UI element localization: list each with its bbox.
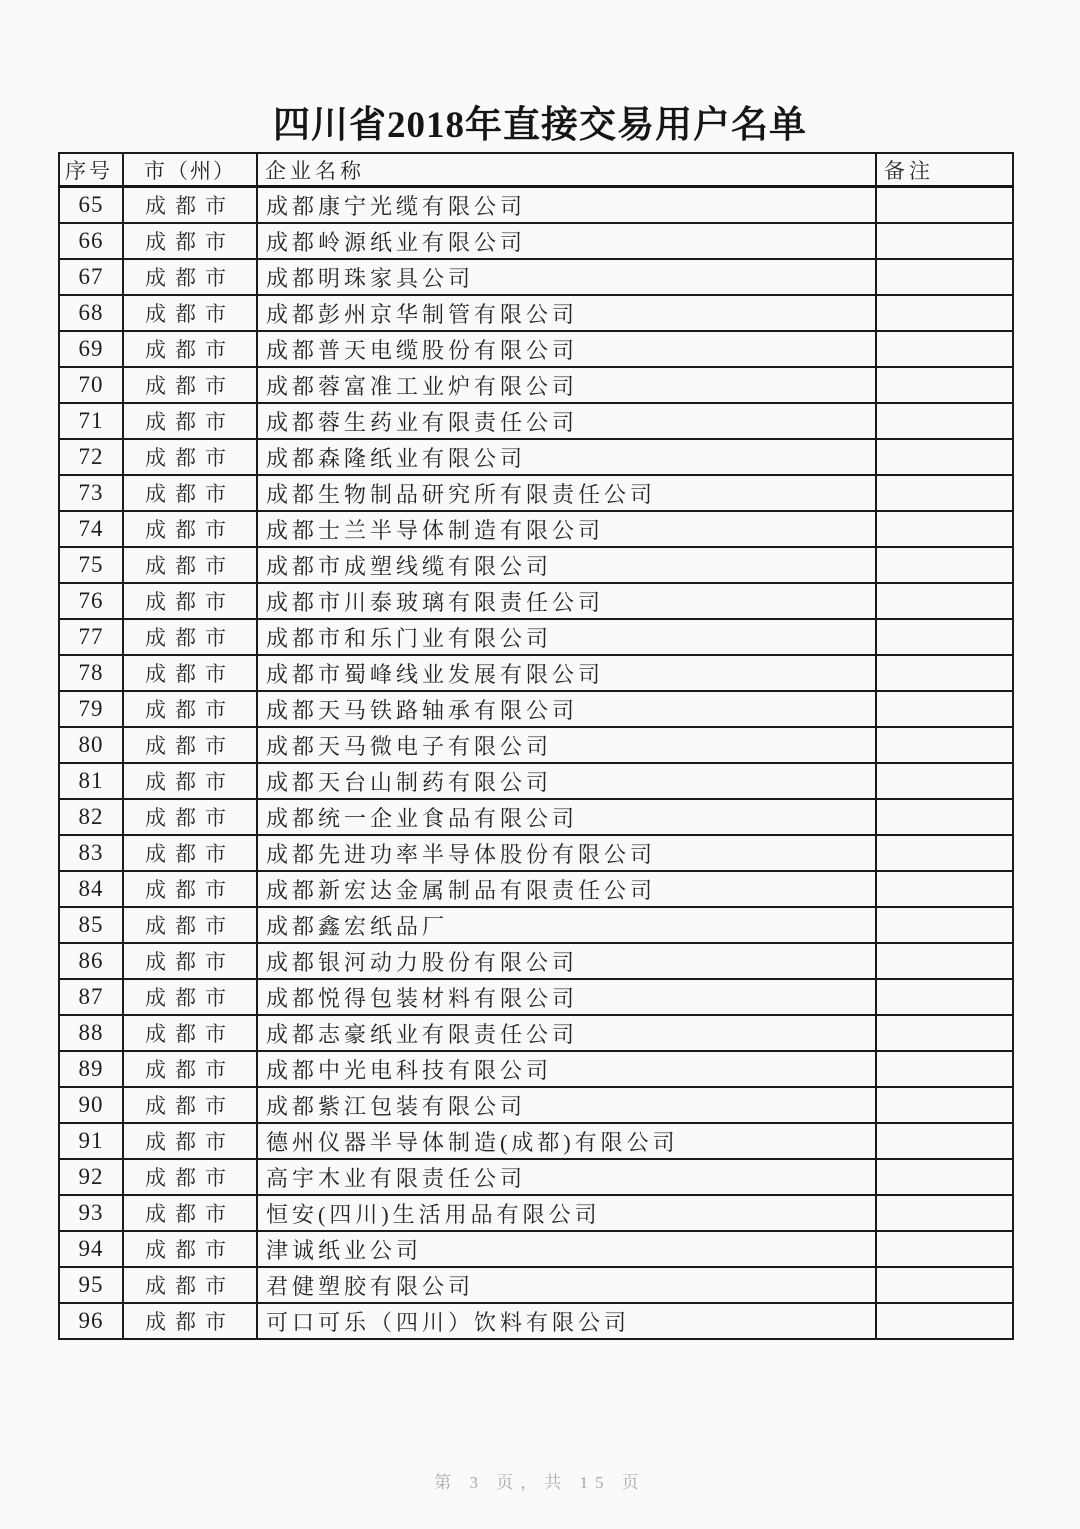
row-number-cell: 93	[59, 1195, 123, 1231]
remark-cell	[876, 367, 1013, 403]
company-name-cell: 成都市蜀峰线业发展有限公司	[257, 655, 876, 691]
city-cell: 成都市	[123, 511, 257, 547]
company-name-cell: 成都中光电科技有限公司	[257, 1051, 876, 1087]
table-row	[59, 619, 1013, 655]
row-number-cell: 83	[59, 835, 123, 871]
table-row	[59, 655, 1013, 691]
company-name-cell: 成都天马微电子有限公司	[257, 727, 876, 763]
remark-cell	[876, 943, 1013, 979]
remark-cell	[876, 835, 1013, 871]
table-row	[59, 547, 1013, 583]
row-number-cell: 89	[59, 1051, 123, 1087]
company-name-cell: 成都志豪纸业有限责任公司	[257, 1015, 876, 1051]
row-number-cell: 91	[59, 1123, 123, 1159]
table-row	[59, 763, 1013, 799]
company-name-cell: 成都普天电缆股份有限公司	[257, 331, 876, 367]
company-name-cell: 成都天台山制药有限公司	[257, 763, 876, 799]
table-row	[59, 691, 1013, 727]
row-number-cell: 79	[59, 691, 123, 727]
table-row	[59, 799, 1013, 835]
company-name-cell: 成都银河动力股份有限公司	[257, 943, 876, 979]
remark-cell	[876, 1015, 1013, 1051]
row-number-cell: 78	[59, 655, 123, 691]
remark-cell	[876, 1267, 1013, 1303]
table-row	[59, 1195, 1013, 1231]
table-row	[59, 979, 1013, 1015]
row-number-cell: 96	[59, 1303, 123, 1339]
company-name-cell: 成都市和乐门业有限公司	[257, 619, 876, 655]
table-row	[59, 1231, 1013, 1267]
company-name-cell: 德州仪器半导体制造(成都)有限公司	[257, 1123, 876, 1159]
row-number-cell: 88	[59, 1015, 123, 1051]
company-name-cell: 成都蓉富准工业炉有限公司	[257, 367, 876, 403]
row-number-cell: 85	[59, 907, 123, 943]
city-cell: 成都市	[123, 691, 257, 727]
row-number-cell: 90	[59, 1087, 123, 1123]
city-cell: 成都市	[123, 331, 257, 367]
city-cell: 成都市	[123, 1087, 257, 1123]
row-number-cell: 86	[59, 943, 123, 979]
remark-cell	[876, 511, 1013, 547]
remark-cell	[876, 187, 1013, 224]
remark-cell	[876, 1087, 1013, 1123]
company-name-cell: 成都蓉生药业有限责任公司	[257, 403, 876, 439]
row-number-cell: 68	[59, 295, 123, 331]
row-number-cell: 87	[59, 979, 123, 1015]
city-cell: 成都市	[123, 403, 257, 439]
table-row	[59, 835, 1013, 871]
remark-cell	[876, 439, 1013, 475]
city-cell: 成都市	[123, 1231, 257, 1267]
table-row	[59, 187, 1013, 224]
user-list-table	[58, 152, 1014, 1340]
city-cell: 成都市	[123, 763, 257, 799]
remark-cell	[876, 979, 1013, 1015]
remark-cell	[876, 727, 1013, 763]
remark-cell	[876, 619, 1013, 655]
table-row	[59, 907, 1013, 943]
remark-cell	[876, 1303, 1013, 1339]
column-header-remark: 备注	[876, 153, 1013, 187]
table-row	[59, 511, 1013, 547]
city-cell: 成都市	[123, 259, 257, 295]
table-row	[59, 223, 1013, 259]
company-name-cell: 可口可乐（四川）饮料有限公司	[257, 1303, 876, 1339]
company-name-cell: 成都新宏达金属制品有限责任公司	[257, 871, 876, 907]
row-number-cell: 76	[59, 583, 123, 619]
remark-cell	[876, 871, 1013, 907]
city-cell: 成都市	[123, 1267, 257, 1303]
company-name-cell: 成都明珠家具公司	[257, 259, 876, 295]
company-name-cell: 成都生物制品研究所有限责任公司	[257, 475, 876, 511]
row-number-cell: 94	[59, 1231, 123, 1267]
row-number-cell: 73	[59, 475, 123, 511]
page-title: 四川省2018年直接交易用户名单	[273, 105, 807, 146]
city-cell: 成都市	[123, 439, 257, 475]
table-row	[59, 439, 1013, 475]
table-row	[59, 1087, 1013, 1123]
remark-cell	[876, 475, 1013, 511]
table-row	[59, 871, 1013, 907]
city-cell: 成都市	[123, 547, 257, 583]
table-row	[59, 1123, 1013, 1159]
remark-cell	[876, 223, 1013, 259]
table-row	[59, 1051, 1013, 1087]
remark-cell	[876, 1123, 1013, 1159]
company-name-cell: 成都彭州京华制管有限公司	[257, 295, 876, 331]
city-cell: 成都市	[123, 1051, 257, 1087]
city-cell: 成都市	[123, 799, 257, 835]
city-cell: 成都市	[123, 907, 257, 943]
company-name-cell: 成都市成塑线缆有限公司	[257, 547, 876, 583]
row-number-cell: 65	[59, 187, 123, 224]
row-number-cell: 70	[59, 367, 123, 403]
city-cell: 成都市	[123, 835, 257, 871]
company-name-cell: 成都岭源纸业有限公司	[257, 223, 876, 259]
company-name-cell: 成都康宁光缆有限公司	[257, 187, 876, 224]
table-row	[59, 295, 1013, 331]
company-name-cell: 成都悦得包装材料有限公司	[257, 979, 876, 1015]
column-header-city: 市（州）	[123, 153, 257, 187]
company-name-cell: 成都统一企业食品有限公司	[257, 799, 876, 835]
remark-cell	[876, 1051, 1013, 1087]
row-number-cell: 69	[59, 331, 123, 367]
remark-cell	[876, 1231, 1013, 1267]
city-cell: 成都市	[123, 1015, 257, 1051]
table-row	[59, 331, 1013, 367]
company-name-cell: 成都天马铁路轴承有限公司	[257, 691, 876, 727]
company-name-cell: 成都森隆纸业有限公司	[257, 439, 876, 475]
row-number-cell: 74	[59, 511, 123, 547]
column-header-no: 序号	[59, 153, 123, 187]
table-header-row	[59, 153, 1013, 187]
city-cell: 成都市	[123, 1123, 257, 1159]
row-number-cell: 77	[59, 619, 123, 655]
row-number-cell: 82	[59, 799, 123, 835]
table-row	[59, 727, 1013, 763]
table-row	[59, 259, 1013, 295]
remark-cell	[876, 1159, 1013, 1195]
city-cell: 成都市	[123, 1195, 257, 1231]
city-cell: 成都市	[123, 1159, 257, 1195]
table-row	[59, 403, 1013, 439]
remark-cell	[876, 907, 1013, 943]
remark-cell	[876, 331, 1013, 367]
city-cell: 成都市	[123, 583, 257, 619]
column-header-company: 企业名称	[257, 153, 876, 187]
company-name-cell: 恒安(四川)生活用品有限公司	[257, 1195, 876, 1231]
city-cell: 成都市	[123, 655, 257, 691]
city-cell: 成都市	[123, 223, 257, 259]
remark-cell	[876, 691, 1013, 727]
row-number-cell: 71	[59, 403, 123, 439]
table-row	[59, 1159, 1013, 1195]
table-row	[59, 583, 1013, 619]
city-cell: 成都市	[123, 619, 257, 655]
city-cell: 成都市	[123, 367, 257, 403]
remark-cell	[876, 763, 1013, 799]
remark-cell	[876, 799, 1013, 835]
row-number-cell: 92	[59, 1159, 123, 1195]
page-number-footer: 第 3 页，共 15 页	[434, 1473, 646, 1492]
company-name-cell: 高宇木业有限责任公司	[257, 1159, 876, 1195]
city-cell: 成都市	[123, 295, 257, 331]
company-name-cell: 君健塑胶有限公司	[257, 1267, 876, 1303]
table-row	[59, 475, 1013, 511]
remark-cell	[876, 583, 1013, 619]
table-row	[59, 1303, 1013, 1339]
company-name-cell: 成都市川泰玻璃有限责任公司	[257, 583, 876, 619]
company-name-cell: 津诚纸业公司	[257, 1231, 876, 1267]
city-cell: 成都市	[123, 727, 257, 763]
row-number-cell: 66	[59, 223, 123, 259]
company-name-cell: 成都士兰半导体制造有限公司	[257, 511, 876, 547]
row-number-cell: 95	[59, 1267, 123, 1303]
company-name-cell: 成都先进功率半导体股份有限公司	[257, 835, 876, 871]
city-cell: 成都市	[123, 943, 257, 979]
remark-cell	[876, 655, 1013, 691]
row-number-cell: 75	[59, 547, 123, 583]
city-cell: 成都市	[123, 871, 257, 907]
remark-cell	[876, 1195, 1013, 1231]
city-cell: 成都市	[123, 979, 257, 1015]
row-number-cell: 67	[59, 259, 123, 295]
remark-cell	[876, 547, 1013, 583]
city-cell: 成都市	[123, 475, 257, 511]
company-name-cell: 成都紫江包装有限公司	[257, 1087, 876, 1123]
remark-cell	[876, 403, 1013, 439]
table-row	[59, 367, 1013, 403]
row-number-cell: 80	[59, 727, 123, 763]
row-number-cell: 72	[59, 439, 123, 475]
row-number-cell: 81	[59, 763, 123, 799]
city-cell: 成都市	[123, 1303, 257, 1339]
row-number-cell: 84	[59, 871, 123, 907]
company-name-cell: 成都鑫宏纸品厂	[257, 907, 876, 943]
remark-cell	[876, 259, 1013, 295]
city-cell: 成都市	[123, 187, 257, 224]
table-row	[59, 1015, 1013, 1051]
table-row	[59, 943, 1013, 979]
remark-cell	[876, 295, 1013, 331]
table-row	[59, 1267, 1013, 1303]
